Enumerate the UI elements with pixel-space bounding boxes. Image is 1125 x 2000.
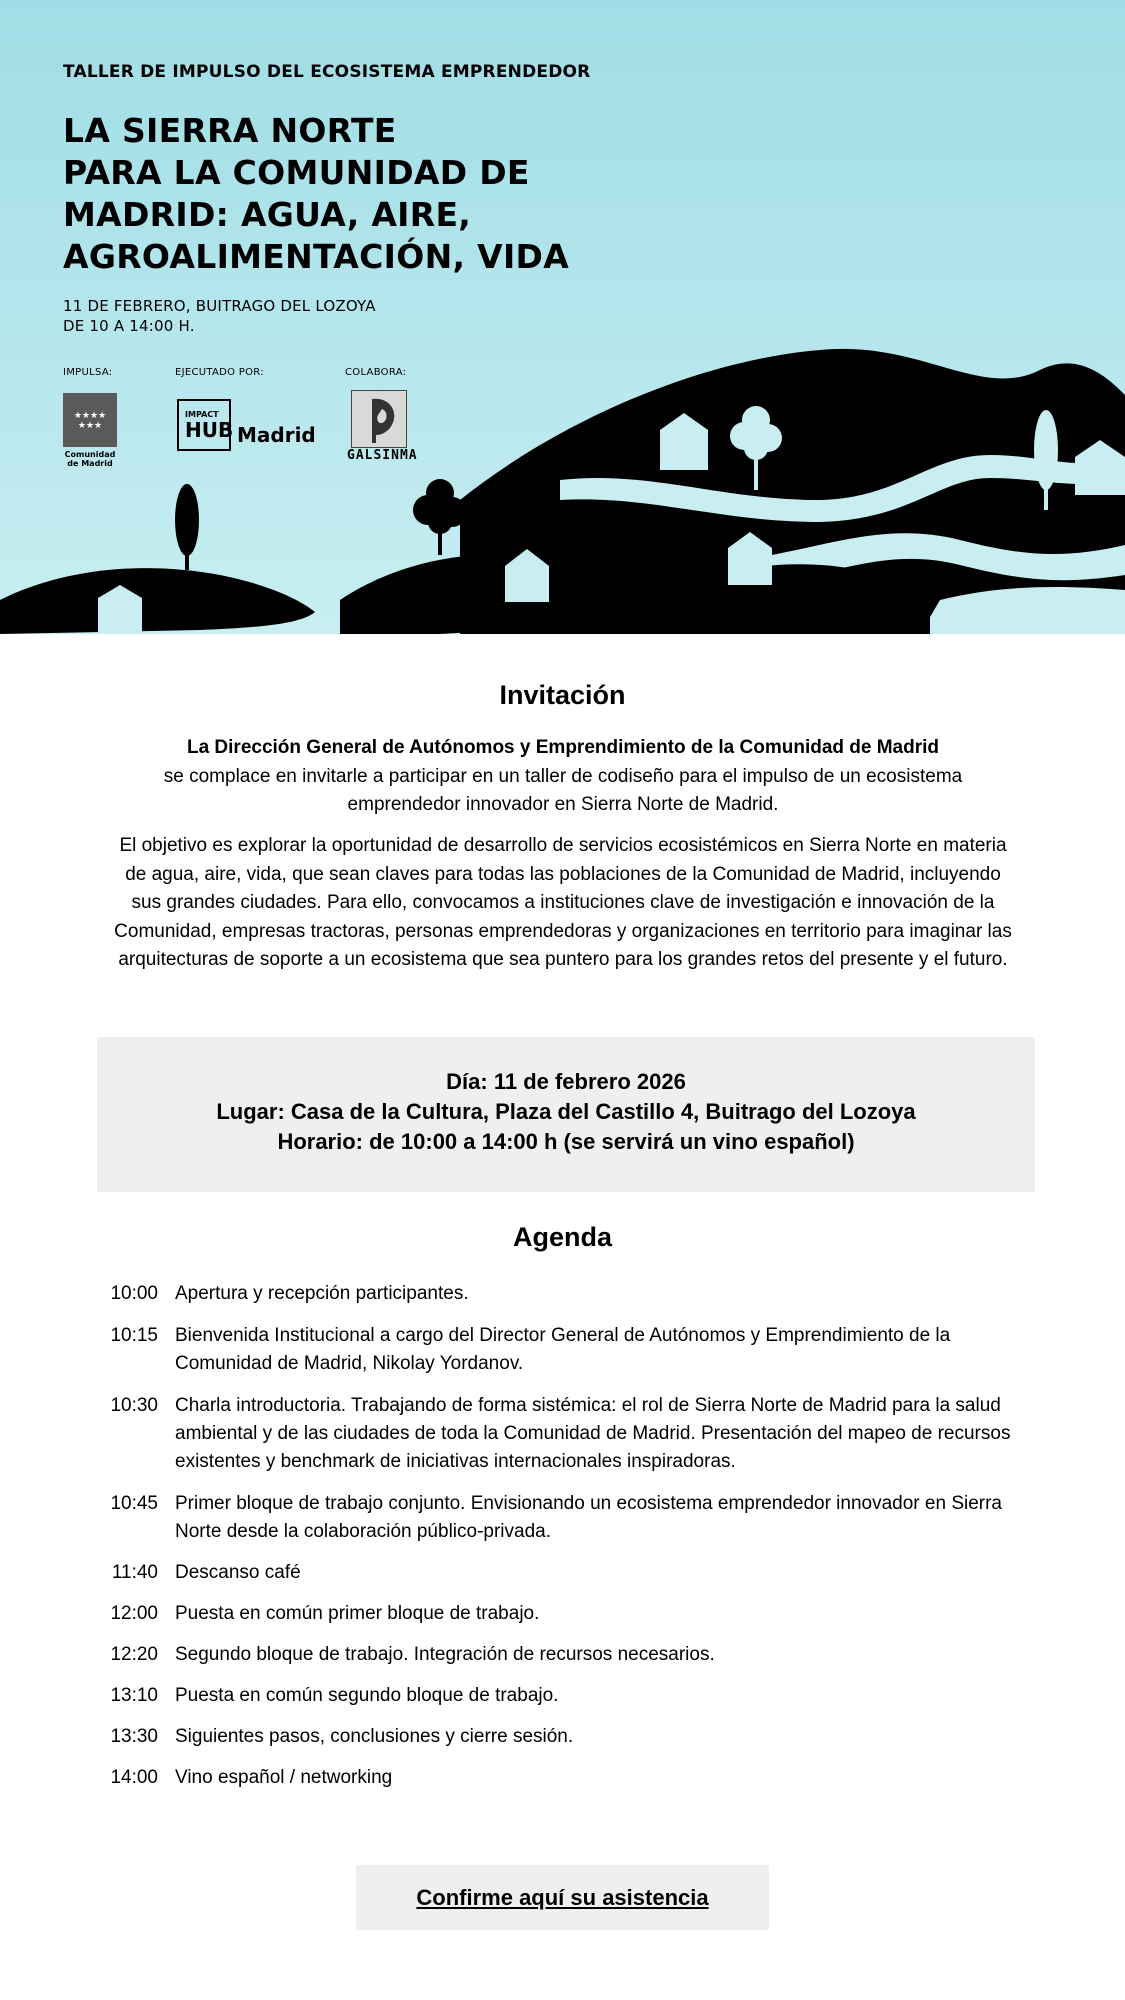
agenda-time: 12:00 [110, 1603, 158, 1624]
agenda-text: Primer bloque de trabajo conjunto. Envisionando un ecosistema emprendedor innovador en Sierra Norte desde la colaboración público-privada. [175, 1493, 1003, 1542]
agenda-text: Charla introductoria. Trabajando de forma sistémica: el rol de Sierra Norte de Madrid para la salud ambiental y de las ciudades de toda la Comunidad de Madrid. Presentación del mapeo de recursos existentes y benchmark de iniciativas internacionales inspiradoras. [175, 1395, 1011, 1472]
agenda-text: Puesta en común segundo bloque de trabajo. [175, 1685, 559, 1706]
impact-hub-logo [177, 399, 316, 451]
impulsa-label: IMPULSA: [63, 367, 113, 378]
agenda-time: 14:00 [110, 1767, 158, 1788]
agenda-time: 11:40 [111, 1562, 158, 1583]
agenda-time: 10:15 [110, 1325, 158, 1346]
event-date: Día: 11 de febrero 2026 [446, 1069, 686, 1094]
agenda-text: Vino español / networking [175, 1767, 393, 1788]
event-title [63, 110, 683, 278]
invitation-heading: Invitación [499, 680, 626, 710]
rsvp-link[interactable]: Confirme aquí su asistencia [416, 1884, 709, 1910]
agenda-time: 10:30 [110, 1395, 158, 1416]
colabora-label: COLABORA: [345, 367, 407, 378]
galsinma-logo [347, 390, 418, 463]
agenda-text: Siguientes pasos, conclusiones y cierre sesión. [175, 1726, 574, 1747]
objective-paragraph: El objetivo es explorar la oportunidad de desarrollo de servicios ecosistémicos en Sierra Norte en materia de agua, aire, vida, que sean claves para todas las poblaciones de la Comunidad de Madrid, incluyendo sus grandes ciudades. Para ello, convocamos a instituciones clave de investigación e innovación de la Comunidad, empresas tractoras, personas emprendedoras y organizaciones en territorio para imaginar las arquitecturas de soporte a un ecosistema que sea puntero para los grandes retos del presente y el futuro. [114, 835, 1012, 970]
galsinma-emblem [351, 390, 407, 448]
agenda-time: 13:10 [110, 1685, 158, 1706]
agenda-text: Bienvenida Institucional a cargo del Director General de Autónomos y Emprendimiento de la Comunidad de Madrid, Nikolay Yordanov. [175, 1325, 951, 1374]
title-line: LA SIERRA NORTE [63, 111, 397, 150]
event-eyebrow: TALLER DE IMPULSO DEL ECOSISTEMA EMPRENDEDOR [63, 62, 591, 82]
invitation-intro [108, 734, 1018, 820]
event-schedule: Horario: de 10:00 a 14:00 h (se servirá un vino español) [277, 1129, 855, 1154]
title-line: AGROALIMENTACIÓN, VIDA [63, 237, 570, 276]
hub-city-text: Madrid [237, 423, 316, 447]
impact-hub-box [177, 399, 234, 451]
agenda-text: Apertura y recepción participantes. [175, 1283, 469, 1304]
date-line: 11 DE FEBRERO, BUITRAGO DEL LOZOYA [63, 297, 376, 315]
agenda-time: 13:30 [110, 1726, 158, 1747]
galsinma-name: GALSINMA [347, 448, 418, 463]
agenda-heading: Agenda [512, 1222, 612, 1252]
event-location: Lugar: Casa de la Cultura, Plaza del Castillo 4, Buitrago del Lozoya [216, 1099, 916, 1124]
comunidad-madrid-emblem: ★★★★ ★★★ [63, 393, 117, 447]
comunidad-madrid-logo [63, 393, 117, 468]
hub-small-text: IMPACT [185, 409, 219, 419]
title-line: PARA LA COMUNIDAD DE [63, 153, 530, 192]
event-details-box [97, 1037, 1035, 1192]
hero-banner [0, 0, 1125, 634]
hub-big-text: HUB [185, 417, 234, 442]
agenda-text: Descanso café [175, 1562, 301, 1583]
invitation-text: se complace en invitarle a participar en un taller de codiseño para el impulso de un ecosistema emprendedor innovador en Sierra Norte de Madrid. [163, 765, 963, 815]
ejecutado-label: EJECUTADO POR: [175, 367, 264, 378]
agenda-text: Puesta en común primer bloque de trabajo. [175, 1603, 540, 1624]
agenda-time: 12:20 [110, 1644, 158, 1665]
event-dateline [63, 296, 376, 336]
date-line: DE 10 A 14:00 H. [63, 317, 195, 335]
agenda-time: 10:45 [110, 1493, 158, 1514]
tree-profile-icon [352, 391, 406, 447]
rsvp-button[interactable] [356, 1865, 769, 1930]
comunidad-madrid-name: Comunidad de Madrid [64, 450, 116, 468]
title-line: MADRID: AGUA, AIRE, [63, 195, 472, 234]
agenda-text: Segundo bloque de trabajo. Integración de recursos necesarios. [175, 1644, 715, 1665]
agenda-time: 10:00 [110, 1283, 158, 1304]
organizer-name: La Dirección General de Autónomos y Emprendimiento de la Comunidad de Madrid [186, 737, 940, 758]
